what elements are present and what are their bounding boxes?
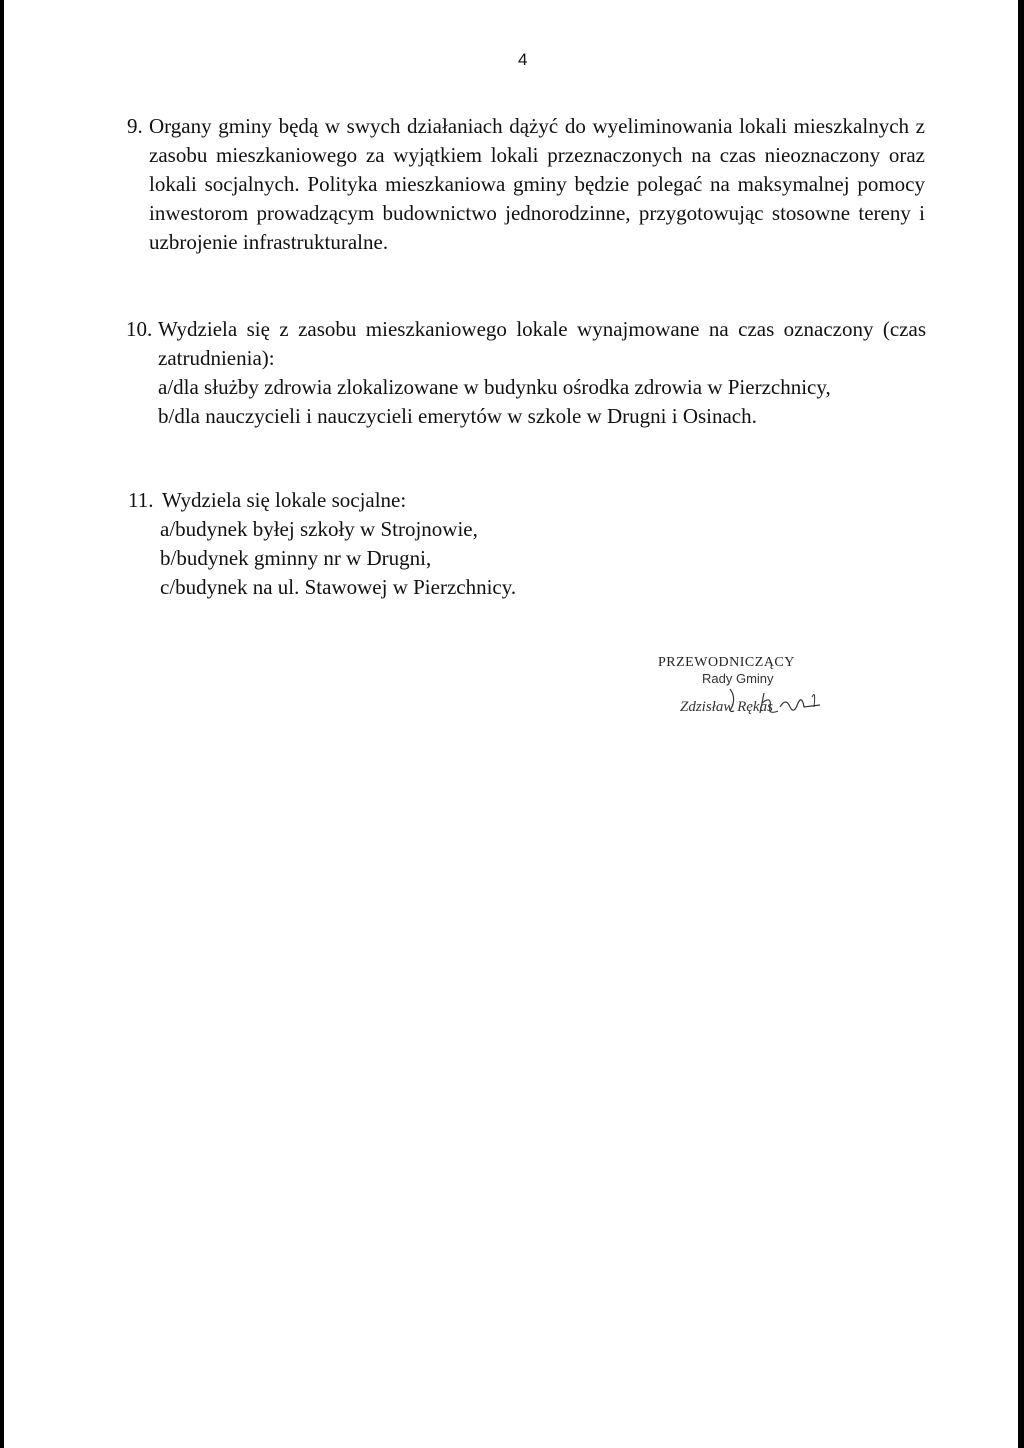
signature-name: Zdzisław Rękas xyxy=(680,699,773,715)
section-10-number: 10. xyxy=(126,317,153,341)
document-page xyxy=(4,0,1018,1448)
handwritten-signature-icon xyxy=(712,667,852,725)
section-11-intro: Wydziela się lokale socjalne: xyxy=(162,488,407,512)
section-9 xyxy=(127,112,925,257)
section-11-item-b: b/budynek gminny nr w Drugni, xyxy=(160,546,432,570)
section-11-number: 11. xyxy=(128,488,154,512)
signature-stamp xyxy=(652,655,852,725)
section-10-item-a: a/dla służby zdrowia zlokalizowane w budynku ośrodka zdrowia w Pierzchnicy, xyxy=(158,375,831,399)
signature-subtitle: Rady Gminy xyxy=(702,671,774,686)
page-number: 4 xyxy=(518,50,528,69)
section-10 xyxy=(126,315,926,431)
section-9-text: Organy gminy będą w swych działaniach dążyć do wyeliminowania lokali mieszkalnych z zasobu mieszkaniowego za wyjątkiem lokali przeznaczonych na czas nieoznaczony oraz lokali socjalnych. Polityka mieszkaniowa gminy będzie polegać na maksymalnej pomocy inwestorom prowadzącym budownictwo jednorodzinne, przygotowując stosowne tereny i uzbrojenie infrastrukturalne. xyxy=(149,114,925,254)
section-11-item-a: a/budynek byłej szkoły w Strojnowie, xyxy=(160,517,478,541)
section-11 xyxy=(128,486,888,602)
section-10-item-b: b/dla nauczycieli i nauczycieli emerytów w szkole w Drugni i Osinach. xyxy=(158,404,757,428)
signature-title: PRZEWODNICZĄCY xyxy=(658,655,795,670)
section-11-item-c: c/budynek na ul. Stawowej w Pierzchnicy. xyxy=(160,575,517,599)
section-10-intro: Wydziela się z zasobu mieszkaniowego lokale wynajmowane na czas oznaczony (czas zatrudnienia): xyxy=(158,317,926,370)
section-9-number: 9. xyxy=(127,114,143,138)
